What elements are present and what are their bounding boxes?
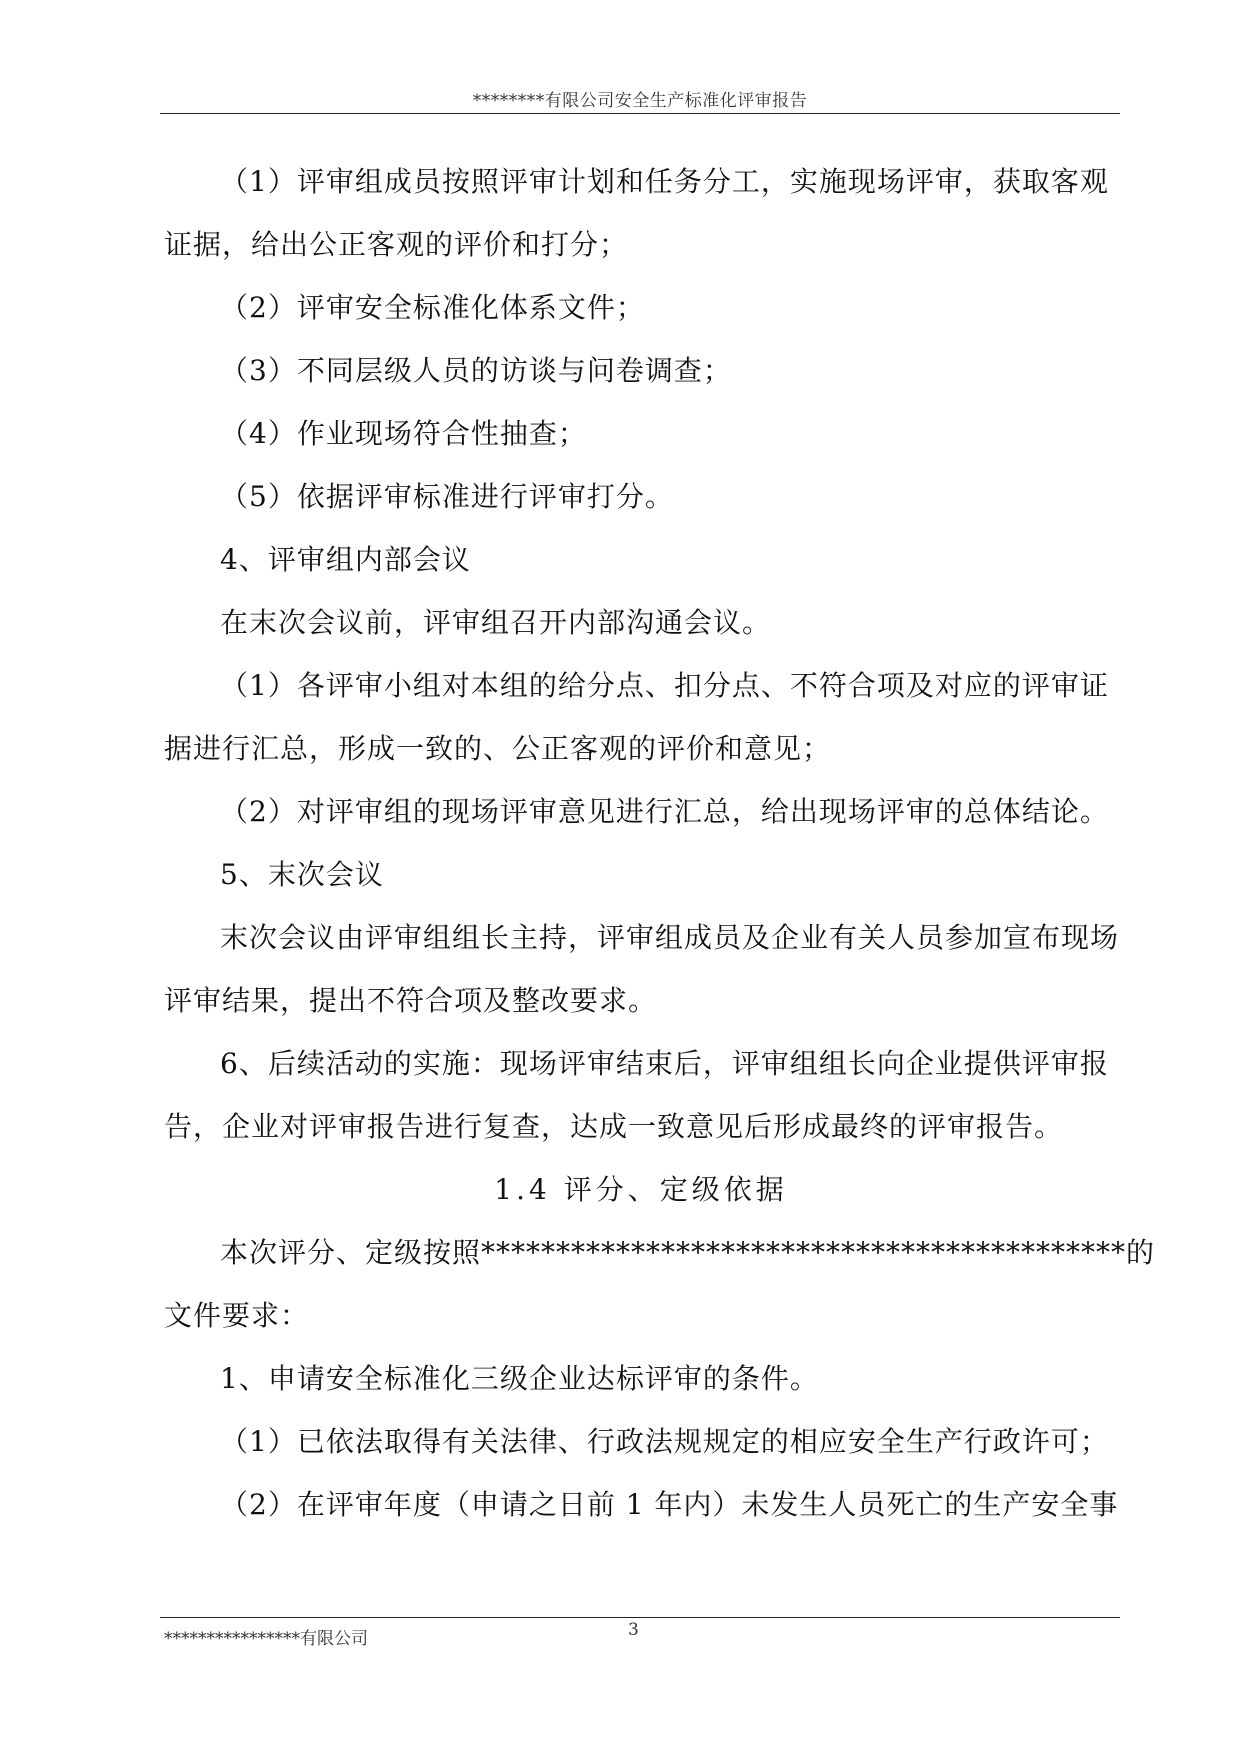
paragraph: （3）不同层级人员的访谈与问卷调查； (220, 354, 732, 387)
paragraph: （5）依据评审标准进行评审打分。 (220, 480, 674, 513)
paragraph: 本次评分、定级按照*******************************************的 (220, 1236, 1156, 1269)
section-heading: 5、末次会议 (220, 858, 384, 891)
page-number: 3 (628, 1620, 639, 1640)
paragraph: 6、后续活动的实施：现场评审结束后，评审组组长向企业提供评审报 (220, 1047, 1109, 1080)
paragraph: （2）在评审年度（申请之日前 1 年内）未发生人员死亡的生产安全事 (220, 1488, 1119, 1521)
paragraph: 在末次会议前，评审组召开内部沟通会议。 (220, 606, 772, 639)
paragraph: （2）对评审组的现场评审意见进行汇总，给出现场评审的总体结论。 (220, 795, 1109, 828)
paragraph: 证据，给出公正客观的评价和打分； (164, 228, 629, 261)
page-header: ********有限公司安全生产标准化评审报告 (472, 91, 808, 111)
document-body (164, 150, 1156, 1536)
paragraph: 评审结果，提出不符合项及整改要求。 (164, 984, 658, 1017)
paragraph: （4）作业现场符合性抽查； (220, 417, 587, 450)
paragraph: （1）各评审小组对本组的给分点、扣分点、不符合项及对应的评审证 (220, 669, 1109, 702)
paragraph: 1、申请安全标准化三级企业达标评审的条件。 (220, 1362, 819, 1395)
paragraph: （1）评审组成员按照评审计划和任务分工，实施现场评审，获取客观 (220, 165, 1109, 198)
paragraph: 据进行汇总，形成一致的、公正客观的评价和意见； (164, 732, 832, 765)
paragraph: （1）已依法取得有关法律、行政法规规定的相应安全生产行政许可； (220, 1425, 1109, 1458)
paragraph: 文件要求： (164, 1299, 310, 1332)
footer-divider (160, 1617, 1120, 1618)
section-heading: 4、评审组内部会议 (220, 543, 471, 576)
paragraph: 末次会议由评审组组长主持，评审组成员及企业有关人员参加宣布现场 (220, 921, 1120, 954)
footer-company: ****************有限公司 (164, 1629, 368, 1649)
section-title: 1.4 评分、定级依据 (494, 1173, 788, 1206)
paragraph: （2）评审安全标准化体系文件； (220, 291, 645, 324)
paragraph: 告，企业对评审报告进行复查，达成一致意见后形成最终的评审报告。 (164, 1110, 1064, 1143)
header-divider (160, 113, 1120, 114)
